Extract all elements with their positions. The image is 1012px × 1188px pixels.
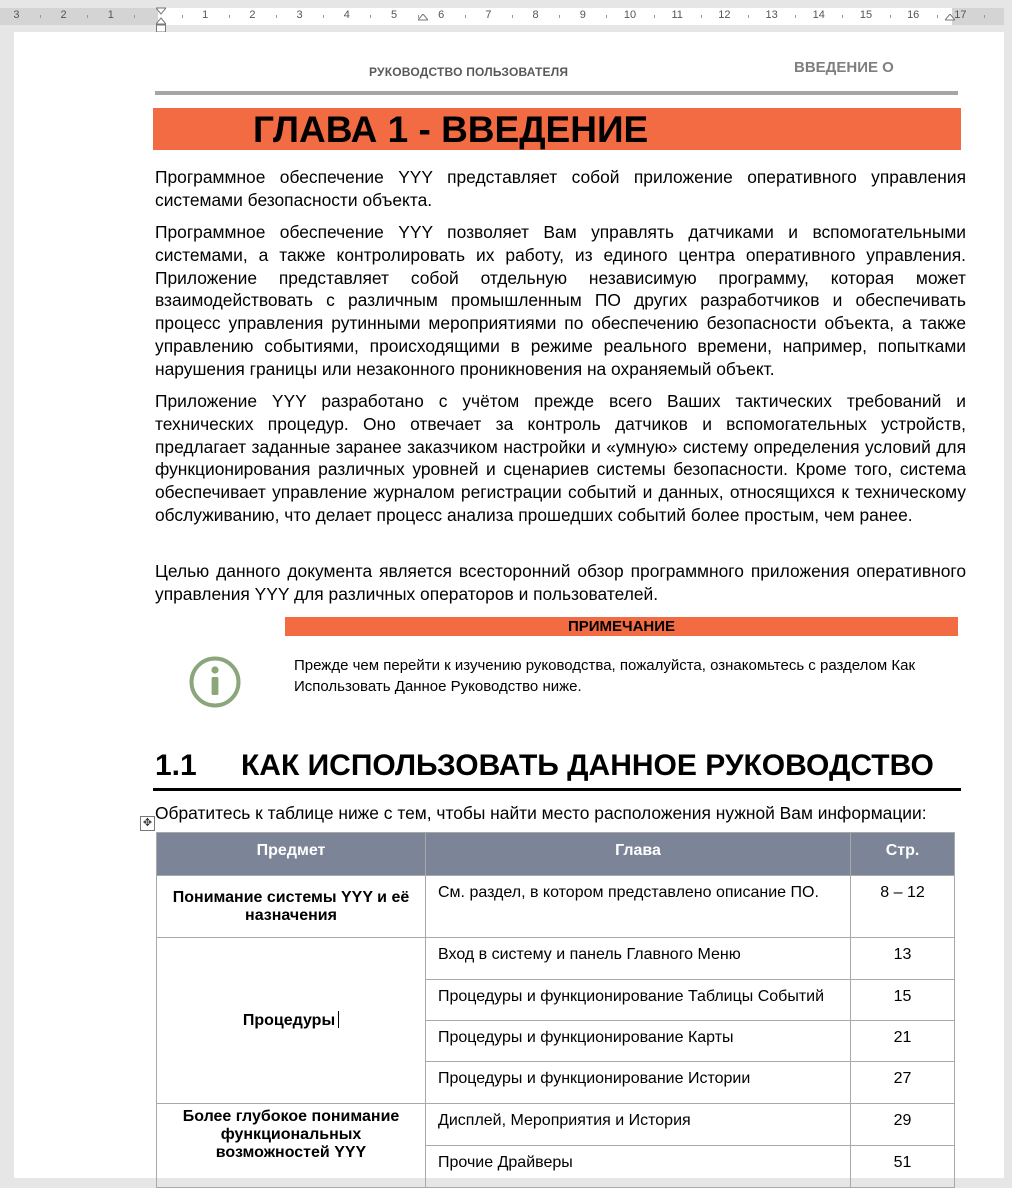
ruler-number: 1 xyxy=(202,9,209,21)
ruler-tick xyxy=(512,15,513,18)
table-header-cell[interactable]: Предмет xyxy=(157,833,426,876)
table-row xyxy=(157,1104,955,1146)
paragraph[interactable]: Программное обеспечение YYY представляет собой приложение оперативного управления системами безопасности объекта. xyxy=(155,167,966,210)
page-cell[interactable]: 27 xyxy=(851,1062,955,1104)
ruler-tick xyxy=(890,15,891,18)
chapter-cell[interactable]: Процедуры и функционирование Карты xyxy=(426,1021,851,1062)
ruler-tick xyxy=(842,15,843,18)
section-rule xyxy=(153,788,961,791)
info-icon xyxy=(188,655,242,709)
table-header-row xyxy=(157,833,955,876)
ruler-number: 4 xyxy=(343,9,350,21)
ruler-tick xyxy=(795,15,796,18)
section-title: КАК ИСПОЛЬЗОВАТЬ ДАННОЕ РУКОВОДСТВО xyxy=(241,749,934,782)
page-cell[interactable]: 29 xyxy=(851,1104,955,1146)
chapter-cell[interactable]: Вход в систему и панель Главного Меню xyxy=(426,938,851,980)
vertical-scroll-strip[interactable] xyxy=(1004,0,1012,1178)
ruler-number: 7 xyxy=(485,9,492,21)
ruler-number: 12 xyxy=(718,9,731,21)
ruler-number: 6 xyxy=(438,9,445,21)
table-move-handle-icon[interactable]: ✥ xyxy=(140,816,155,831)
ruler-number: 15 xyxy=(859,9,873,21)
chapter-cell[interactable]: См. раздел, в котором представлено описание ПО. xyxy=(426,876,851,938)
document-page[interactable] xyxy=(14,32,1004,1178)
ruler-tick xyxy=(134,15,135,18)
ruler-tick xyxy=(701,15,702,18)
chapter-cell[interactable]: Процедуры и функционирование Истории xyxy=(426,1062,851,1104)
ruler-number: 9 xyxy=(579,9,586,21)
section-number: 1.1 xyxy=(155,749,197,782)
subject-label: Понимание системы YYY и её назначения xyxy=(172,888,410,924)
chapter-cell[interactable]: Процедуры и функционирование Таблицы Событий xyxy=(426,980,851,1021)
table-header-cell[interactable]: Глава xyxy=(426,833,851,876)
ruler-number: 14 xyxy=(812,9,825,21)
table-row xyxy=(157,938,955,980)
ruler-number: 2 xyxy=(60,9,67,21)
ruler-tick xyxy=(87,15,88,18)
ruler-tick xyxy=(937,15,938,18)
ruler-number: 3 xyxy=(13,9,20,21)
table-header-cell[interactable]: Стр. xyxy=(851,833,955,876)
horizontal-ruler[interactable] xyxy=(0,0,1004,30)
note-text[interactable]: Прежде чем перейти к изучению руководства, пожалуйста, ознакомьтесь с разделом Как Использовать Данное Руководство ниже. xyxy=(294,657,916,695)
running-header-left: РУКОВОДСТВО ПОЛЬЗОВАТЕЛЯ xyxy=(369,65,569,79)
ruler-tick xyxy=(654,15,655,18)
paragraph[interactable]: Целью данного документа является всесторонний обзор программного приложения оперативного управления YYY для различных операторов и пользователей. xyxy=(155,561,966,604)
ruler-number: 8 xyxy=(532,9,539,21)
text-cursor xyxy=(338,1011,339,1028)
ruler-tick xyxy=(323,15,324,18)
ruler-tick xyxy=(276,15,277,18)
section-heading[interactable] xyxy=(155,746,934,786)
page-cell[interactable]: 51 xyxy=(851,1146,955,1188)
ruler-number: 11 xyxy=(671,9,683,21)
paragraph[interactable]: Программное обеспечение YYY позволяет Вам управлять датчиками и вспомогательными системами, а также контролировать их работу, из единого центра оперативного управления. Приложение представляет собой отдельную независимую программу, которая может взаимодействовать с различным промышленным ПО других разработчиков и обеспечивать процесс управления рутинными мероприятиями по обеспечению безопасности объекта, а также управлению событиями, происходящими в режиме реального времени, например, попытками нарушения границы или незаконного проникновения на охраняемый объект. xyxy=(155,222,966,379)
ruler-number: 1 xyxy=(107,9,114,21)
running-header-right: ВВЕДЕНИЕ О xyxy=(794,59,894,76)
section-intro[interactable]: Обратитесь к таблице ниже с тем, чтобы найти место расположения нужной Вам информации: xyxy=(155,803,927,823)
ruler-tick xyxy=(984,15,985,18)
table-row xyxy=(157,876,955,938)
ruler-number: 16 xyxy=(907,9,920,21)
ruler-tick xyxy=(182,15,183,18)
ruler-number: 2 xyxy=(249,9,256,21)
chapter-cell[interactable]: Дисплей, Мероприятия и История xyxy=(426,1104,851,1146)
navigation-table[interactable] xyxy=(156,832,955,1188)
subject-cell[interactable] xyxy=(157,876,426,938)
ruler-tick xyxy=(229,15,230,18)
ruler-number: 5 xyxy=(390,9,398,21)
hanging-indent-marker-icon[interactable] xyxy=(418,14,428,24)
page-cell[interactable]: 13 xyxy=(851,938,955,980)
ruler-tick xyxy=(370,15,371,18)
subject-label: Процедуры xyxy=(242,1012,336,1029)
chapter-title[interactable]: ГЛАВА 1 - ВВЕДЕНИЕ xyxy=(253,109,649,150)
note-title[interactable]: ПРИМЕЧАНИЕ xyxy=(567,618,676,635)
ruler-number: 10 xyxy=(623,9,637,21)
page-cell[interactable]: 15 xyxy=(851,980,955,1021)
ruler-number: 17 xyxy=(954,9,967,21)
chapter-cell[interactable]: Прочие Драйверы xyxy=(426,1146,851,1188)
page-cell[interactable]: 8 – 12 xyxy=(851,876,955,938)
subject-cell[interactable] xyxy=(157,1104,426,1188)
indent-marker-icon[interactable] xyxy=(156,6,166,34)
ruler-tick xyxy=(40,15,41,18)
ruler-tick xyxy=(606,15,607,18)
paragraph[interactable]: Приложение YYY разработано с учётом прежде всего Ваших тактических требований и технических процедур. Оно отвечает за контроль датчиков и вспомогательных устройств, предлагает заданные заранее заказчиком настройки и «умную» систему определения условий для функционирования различных уровней и сценариев системы безопасности. Кроме того, система обеспечивает управление журналом регистрации событий и данных, относящихся к техническому обслуживанию, что делает процесс анализа прошедших событий более простым, чем ранее. xyxy=(155,391,966,525)
ruler-tick xyxy=(748,15,749,18)
ruler-tick xyxy=(559,15,560,18)
ruler-tick xyxy=(418,15,419,18)
ruler-tick xyxy=(465,15,466,18)
header-rule xyxy=(155,91,958,95)
ruler-number: 3 xyxy=(296,9,303,21)
subject-label: Более глубокое понимание функциональных возможностей YYY xyxy=(182,1108,400,1161)
page-cell[interactable]: 21 xyxy=(851,1021,955,1062)
ruler-number: 13 xyxy=(765,9,778,21)
subject-cell[interactable] xyxy=(157,938,426,1104)
